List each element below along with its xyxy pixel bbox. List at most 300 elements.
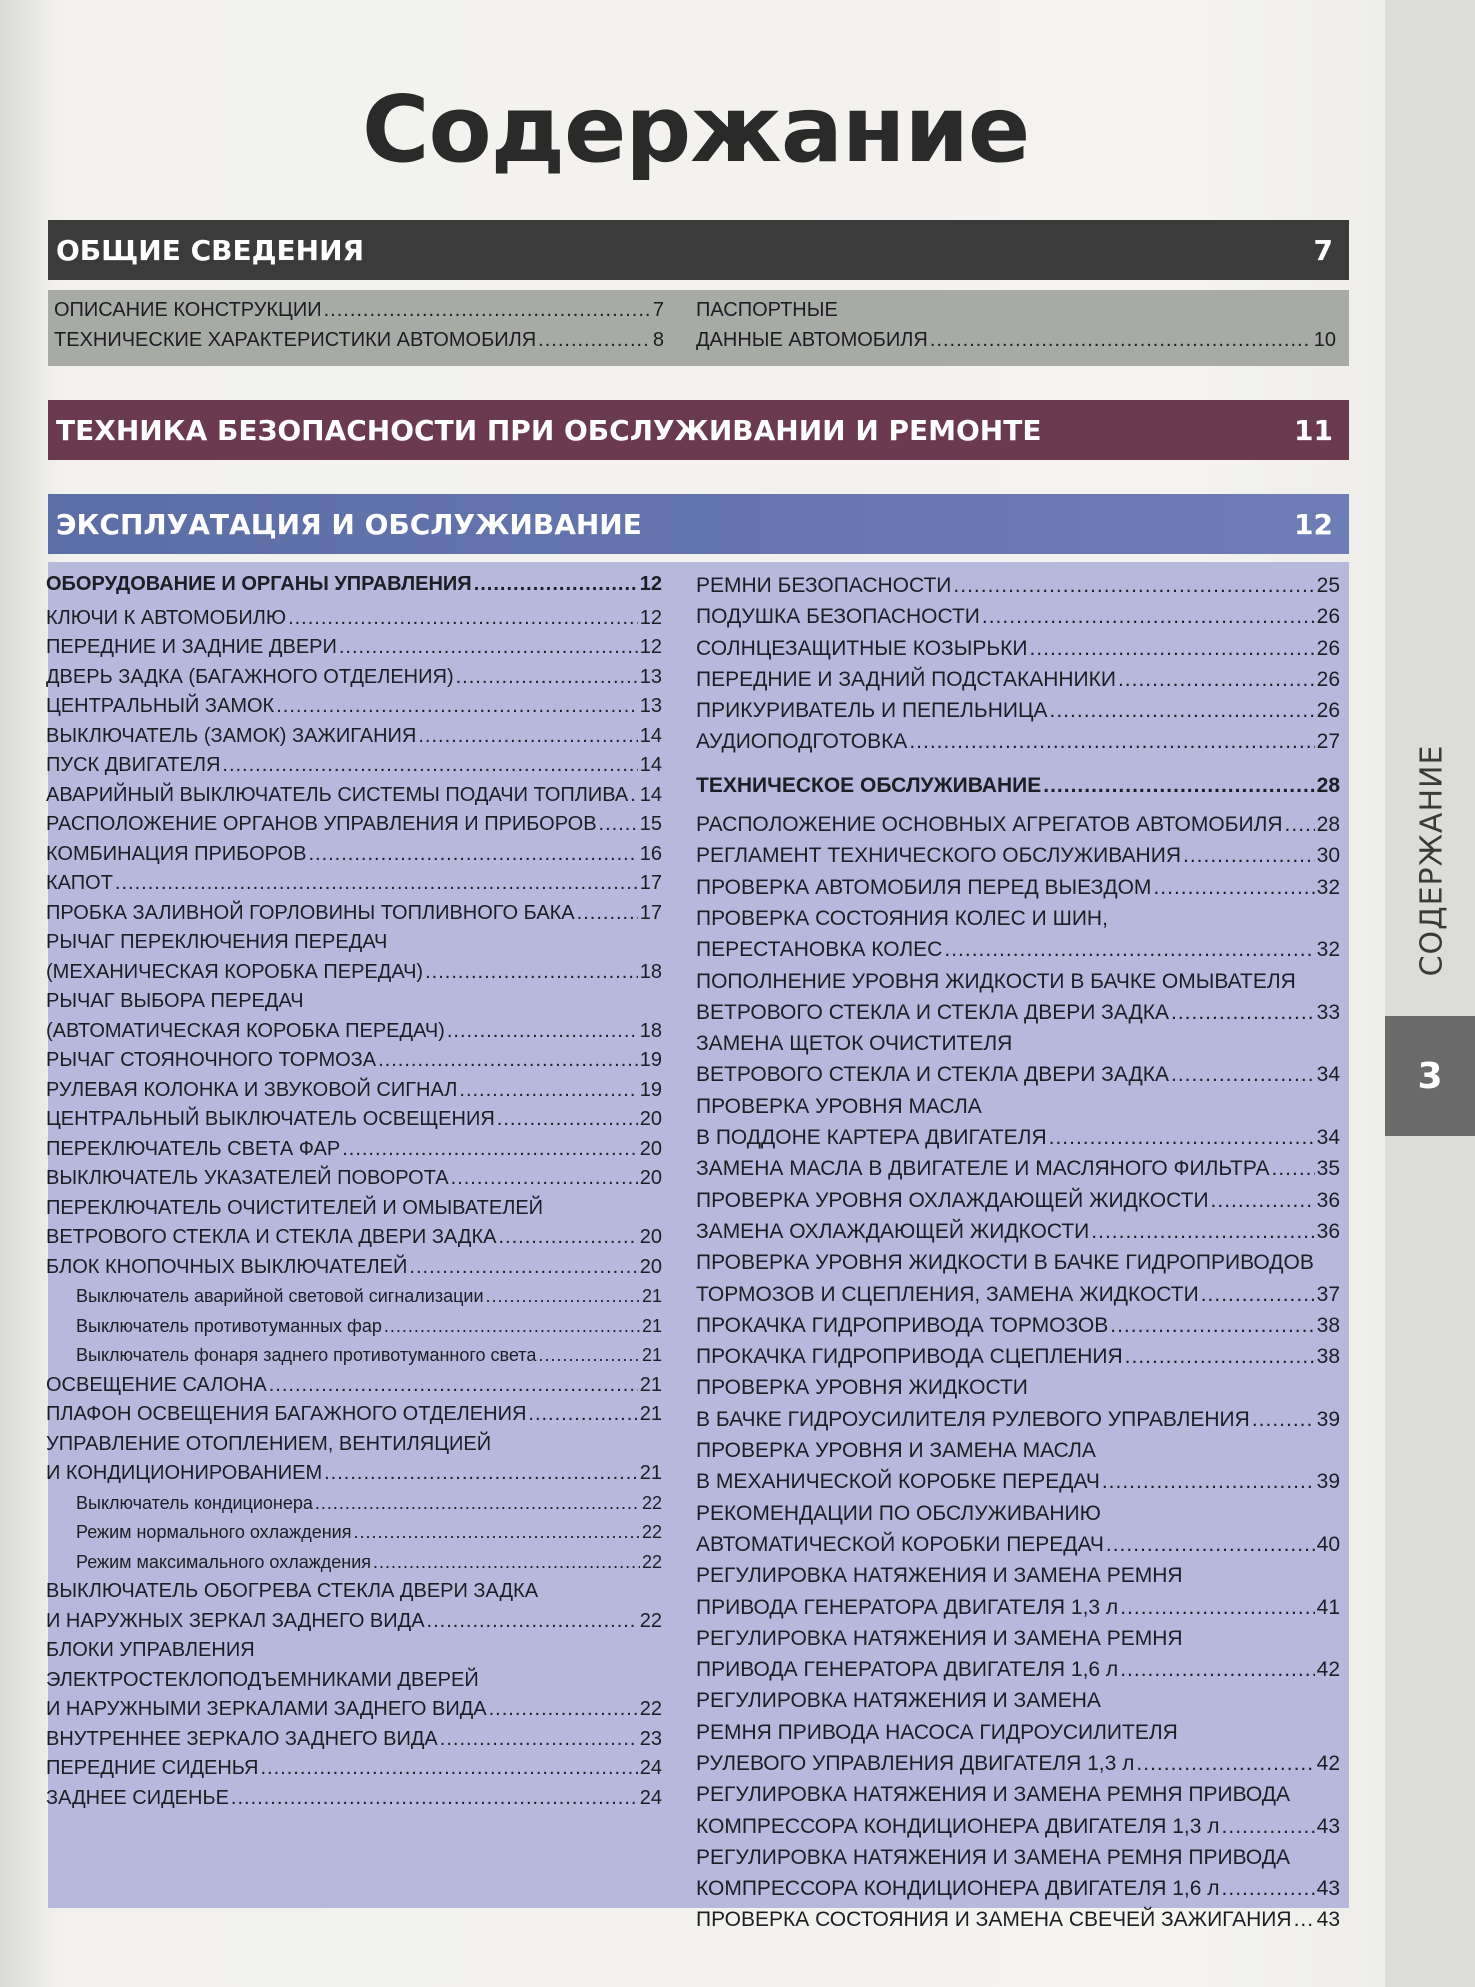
toc-entry-row	[46, 1105, 662, 1135]
toc-entry-text: ПРОВЕРКА УРОВНЯ ЖИДКОСТИ	[696, 1376, 1028, 1400]
toc-entry-page: 10	[1313, 328, 1336, 351]
toc-entry-text: ВЫКЛЮЧАТЕЛЬ ОБОГРЕВА СТЕКЛА ДВЕРИ ЗАДКА	[46, 1580, 539, 1602]
dot-leader	[1049, 1122, 1315, 1153]
toc-entry[interactable]	[696, 1310, 1340, 1341]
toc-entry-row	[46, 722, 662, 752]
toc-entry[interactable]	[46, 1135, 662, 1165]
page-edge-strip	[1385, 0, 1475, 1987]
toc-entry[interactable]	[46, 1636, 662, 1725]
toc-entry[interactable]	[46, 663, 662, 693]
dot-leader	[276, 692, 638, 722]
toc-entry[interactable]	[696, 1091, 1340, 1154]
toc-entry-page: 32	[1316, 938, 1340, 962]
dot-leader	[342, 1135, 638, 1165]
toc-entry-text: ПРИВОДА ГЕНЕРАТОРА ДВИГАТЕЛЯ 1,3 л	[696, 1595, 1119, 1619]
dot-leader	[231, 1784, 638, 1814]
toc-entry[interactable]	[696, 633, 1340, 664]
dot-leader	[378, 1046, 638, 1076]
toc-entry-text: Выключатель аварийной световой сигнализации	[76, 1286, 484, 1306]
toc-entry-page: 22	[639, 1609, 662, 1632]
toc-entry-text: ПРОВЕРКА УРОВНЯ ОХЛАЖДАЮЩЕЙ ЖИДКОСТИ	[696, 1188, 1209, 1212]
toc-entry-text: ТЕХНИЧЕСКИЕ ХАРАКТЕРИСТИКИ АВТОМОБИЛЯ	[54, 328, 537, 351]
dot-leader	[222, 751, 637, 781]
toc-entry-page: 26	[1316, 636, 1340, 660]
toc-entry[interactable]	[46, 1548, 662, 1578]
toc-entry-text: ЗАМЕНА ОХЛАЖДАЮЩЕЙ ЖИДКОСТИ	[696, 1219, 1090, 1243]
toc-entry-page: 34	[1316, 1063, 1340, 1087]
toc-entry[interactable]	[46, 1164, 662, 1194]
toc-entry-text: В МЕХАНИЧЕСКОЙ КОРОБКЕ ПЕРЕДАЧ	[696, 1470, 1100, 1494]
toc-entry-text: ПРОКАЧКА ГИДРОПРИВОДА СЦЕПЛЕНИЯ	[696, 1345, 1123, 1369]
toc-entry-row	[696, 1279, 1340, 1310]
toc-entry[interactable]	[46, 928, 662, 987]
toc-entry-row	[46, 1135, 662, 1165]
toc-entry-row	[46, 633, 662, 663]
toc-entry[interactable]	[46, 987, 662, 1046]
toc-entry-row	[46, 570, 662, 600]
toc-entry-text: АУДИОПОДГОТОВКА	[696, 730, 908, 754]
toc-entry-page: 21	[641, 1315, 662, 1336]
toc-entry[interactable]	[46, 1430, 662, 1489]
toc-entry-text: РЕМНЯ ПРИВОДА НАСОСА ГИДРОУСИЛИТЕЛЯ	[696, 1720, 1178, 1744]
dot-leader	[425, 958, 638, 988]
toc-entry-text: ЦЕНТРАЛЬНЫЙ ВЫКЛЮЧАТЕЛЬ ОСВЕЩЕНИЯ	[46, 1108, 495, 1130]
dot-leader	[1050, 695, 1315, 726]
dot-leader	[489, 1695, 638, 1725]
dot-leader	[1120, 1592, 1314, 1623]
toc-entry-text: БЛОК КНОПОЧНЫХ ВЫКЛЮЧАТЕЛЕЙ	[46, 1255, 408, 1278]
dot-leader	[577, 899, 638, 929]
toc-entry-page: 28	[1316, 773, 1340, 797]
toc-entry[interactable]	[46, 1194, 662, 1253]
dot-leader	[1091, 1216, 1314, 1247]
toc-entry-page: 24	[639, 1757, 662, 1779]
toc-entry[interactable]	[696, 1372, 1340, 1435]
toc-entry-page: 37	[1316, 1282, 1340, 1306]
toc-entry-row	[76, 1282, 662, 1312]
toc-entry-text: ТЕХНИЧЕСКОЕ ОБСЛУЖИВАНИЕ	[696, 773, 1042, 797]
toc-entry-page: 36	[1316, 1188, 1340, 1212]
dot-leader	[315, 1489, 640, 1519]
toc-entry[interactable]	[696, 872, 1340, 903]
section-header-operation[interactable]	[48, 494, 1349, 554]
toc-entry-text: РАСПОЛОЖЕНИЕ ОРГАНОВ УПРАВЛЕНИЯ И ПРИБОРОВ	[46, 813, 597, 835]
toc-entry-text: И НАРУЖНЫХ ЗЕРКАЛ ЗАДНЕГО ВИДА	[46, 1609, 425, 1632]
toc-entry-page: 36	[1316, 1219, 1340, 1243]
toc-entry-row	[46, 751, 662, 781]
toc-entry-page: 22	[641, 1551, 662, 1572]
dot-leader	[418, 722, 637, 752]
toc-entry[interactable]	[54, 296, 664, 326]
page-title: Содержание	[362, 76, 1030, 183]
toc-entry[interactable]	[696, 695, 1340, 726]
toc-entry-page: 19	[639, 1049, 662, 1071]
toc-entry-text: ТОРМОЗОВ И СЦЕПЛЕНИЯ, ЗАМЕНА ЖИДКОСТИ	[696, 1282, 1199, 1306]
dot-leader	[953, 570, 1314, 601]
toc-entry[interactable]	[46, 1371, 662, 1401]
toc-entry-row	[46, 840, 662, 870]
toc-entry-page: 22	[641, 1492, 662, 1513]
toc-entry-row	[46, 781, 662, 811]
toc-entry-page: 20	[639, 1137, 662, 1160]
toc-entry[interactable]	[696, 1435, 1340, 1498]
dot-leader	[1252, 1404, 1315, 1435]
toc-entry-text: ВЫКЛЮЧАТЕЛЬ УКАЗАТЕЛЕЙ ПОВОРОТА	[46, 1167, 449, 1189]
toc-entry-page: 43	[1316, 1877, 1340, 1901]
dot-leader	[447, 1017, 638, 1047]
toc-entry-page: 43	[1316, 1814, 1340, 1838]
dot-leader	[982, 601, 1315, 632]
dot-leader	[324, 296, 651, 326]
toc-entry[interactable]	[46, 1312, 662, 1342]
toc-entry-page: 12	[639, 573, 662, 595]
dot-leader	[1211, 1185, 1315, 1216]
toc-column-left	[46, 570, 662, 1813]
toc-entry-row	[696, 1466, 1340, 1497]
toc-entry-text: ВЕТРОВОГО СТЕКЛА И СТЕКЛА ДВЕРИ ЗАДКА	[696, 1063, 1169, 1087]
dot-leader	[1136, 1748, 1314, 1779]
toc-entry-text: ОБОРУДОВАНИЕ И ОРГАНЫ УПРАВЛЕНИЯ	[46, 573, 472, 595]
toc-entry[interactable]	[696, 1560, 1340, 1623]
toc-entry-row	[696, 1529, 1340, 1560]
toc-entry-row	[46, 1223, 662, 1253]
dot-leader	[630, 781, 637, 811]
dot-leader	[1222, 1811, 1315, 1842]
toc-entry[interactable]	[46, 1341, 662, 1371]
toc-entry-row	[696, 1748, 1340, 1779]
toc-entry-row	[46, 1400, 662, 1430]
toc-entry-row	[76, 1548, 662, 1578]
toc-entry-row	[696, 809, 1340, 840]
toc-entry-text: РЕГУЛИРОВКА НАТЯЖЕНИЯ И ЗАМЕНА РЕМНЯ	[696, 1626, 1183, 1650]
toc-entry[interactable]	[46, 1253, 662, 1283]
toc-entry[interactable]	[696, 1341, 1340, 1372]
toc-entry-row	[76, 1489, 662, 1519]
toc-entry-text: ПУСК ДВИГАТЕЛЯ	[46, 754, 221, 776]
toc-entry-row	[696, 633, 1340, 664]
toc-entry-page: 25	[1316, 574, 1340, 597]
toc-entry-row	[46, 1754, 662, 1784]
toc-entry[interactable]	[46, 1400, 662, 1430]
dot-leader	[1153, 872, 1314, 903]
toc-entry-text: И НАРУЖНЫМИ ЗЕРКАЛАМИ ЗАДНЕГО ВИДА	[46, 1698, 487, 1720]
toc-entry-text: РЕГУЛИРОВКА НАТЯЖЕНИЯ И ЗАМЕНА	[696, 1689, 1101, 1713]
toc-entry[interactable]	[46, 1577, 662, 1636]
toc-entry-text: ПРОВЕРКА СОСТОЯНИЯ КОЛЕС И ШИН,	[696, 906, 1108, 930]
toc-entry[interactable]	[696, 966, 1340, 1029]
toc-entry-page: 14	[639, 783, 662, 806]
dot-leader	[384, 1312, 640, 1342]
dot-leader	[1171, 1059, 1315, 1090]
toc-entry-row	[46, 1076, 662, 1106]
dot-leader	[1271, 1153, 1314, 1184]
toc-entry[interactable]	[696, 664, 1340, 695]
toc-column-left	[54, 296, 664, 355]
toc-entry-page: 38	[1316, 1313, 1340, 1337]
toc-entry-page: 30	[1316, 844, 1340, 868]
toc-entry-page: 15	[639, 813, 662, 835]
toc-entry-page: 35	[1316, 1157, 1340, 1181]
toc-entry[interactable]	[696, 809, 1340, 840]
dot-leader	[1110, 1310, 1314, 1341]
page-number-tab	[1385, 1016, 1475, 1136]
toc-entry[interactable]	[696, 840, 1340, 871]
toc-entry[interactable]	[696, 570, 1340, 601]
toc-entry[interactable]	[696, 1185, 1340, 1216]
dot-leader	[1102, 1466, 1315, 1497]
toc-entry-page: 22	[641, 1522, 662, 1542]
toc-entry-text: БЛОКИ УПРАВЛЕНИЯ	[46, 1639, 255, 1661]
toc-entry-text: Выключатель противотуманных фар	[76, 1315, 382, 1336]
toc-entry-text: АВАРИЙНЫЙ ВЫКЛЮЧАТЕЛЬ СИСТЕМЫ ПОДАЧИ ТОПЛИВА	[46, 783, 629, 806]
toc-entry-text: РЕГУЛИРОВКА НАТЯЖЕНИЯ И ЗАМЕНА РЕМНЯ	[696, 1564, 1183, 1588]
toc-entry[interactable]	[46, 899, 662, 929]
toc-entry-text: РЫЧАГ ВЫБОРА ПЕРЕДАЧ	[46, 990, 304, 1012]
toc-entry[interactable]	[696, 770, 1340, 801]
section-header-general[interactable]	[48, 220, 1349, 280]
dot-leader	[440, 1725, 638, 1755]
toc-entry-row	[696, 1811, 1340, 1842]
toc-entry[interactable]	[46, 722, 662, 752]
toc-entry-page: 14	[639, 754, 662, 776]
toc-entry-row	[46, 692, 662, 722]
toc-entry[interactable]	[696, 601, 1340, 632]
toc-entry-page: 42	[1316, 1658, 1340, 1682]
toc-entry[interactable]	[46, 1076, 662, 1106]
toc-entry-page: 23	[639, 1727, 662, 1750]
toc-entry-page: 24	[639, 1786, 662, 1809]
toc-entry[interactable]	[46, 1282, 662, 1312]
toc-entry-row	[696, 1310, 1340, 1341]
toc-entry[interactable]	[46, 751, 662, 781]
toc-entry-page: 21	[639, 1373, 662, 1396]
toc-entry-text: РАСПОЛОЖЕНИЕ ОСНОВНЫХ АГРЕГАТОВ АВТОМОБИЛЯ	[696, 813, 1283, 837]
toc-entry-page: 26	[1316, 605, 1340, 629]
toc-entry[interactable]	[46, 1489, 662, 1519]
toc-entry[interactable]	[696, 726, 1340, 757]
section-page: 7	[1313, 233, 1333, 267]
toc-entry-text: (АВТОМАТИЧЕСКАЯ КОРОБКА ПЕРЕДАЧ)	[46, 1019, 445, 1042]
toc-entry-row	[696, 997, 1340, 1028]
toc-entry[interactable]	[46, 840, 662, 870]
toc-entry-text: ПЕРЕДНИЕ И ЗАДНИЙ ПОДСТАКАННИКИ	[696, 667, 1116, 691]
dot-leader	[1120, 1654, 1314, 1685]
dot-leader	[308, 840, 637, 870]
toc-entry-text: Режим нормального охлаждения	[76, 1522, 352, 1542]
toc-entry-page: 28	[1316, 813, 1340, 837]
toc-entry-text: Режим максимального охлаждения	[76, 1551, 372, 1572]
toc-entry-text: Выключатель фонаря заднего противотуманного света	[76, 1345, 537, 1365]
toc-entry-text: ПАСПОРТНЫЕ	[696, 299, 838, 321]
toc-entry[interactable]	[46, 633, 662, 663]
toc-entry[interactable]	[54, 326, 664, 356]
toc-entry-text: КОМПРЕССОРА КОНДИЦИОНЕРА ДВИГАТЕЛЯ 1,3 л	[696, 1814, 1220, 1838]
toc-entry-text: В БАЧКЕ ГИДРОУСИЛИТЕЛЯ РУЛЕВОГО УПРАВЛЕНИЯ	[696, 1407, 1250, 1431]
toc-entry-row	[46, 1164, 662, 1194]
dot-leader	[1222, 1873, 1315, 1904]
section-title: ЭКСПЛУАТАЦИЯ И ОБСЛУЖИВАНИЕ	[56, 507, 642, 541]
toc-entry-text: УПРАВЛЕНИЕ ОТОПЛЕНИЕМ, ВЕНТИЛЯЦИЕЙ	[46, 1432, 492, 1455]
toc-entry[interactable]	[696, 1498, 1340, 1561]
toc-entry-row	[46, 1725, 662, 1755]
toc-entry[interactable]	[46, 604, 662, 634]
toc-entry-text: ДВЕРЬ ЗАДКА (БАГАЖНОГО ОТДЕЛЕНИЯ)	[46, 665, 454, 688]
toc-entry-page: 43	[1316, 1908, 1340, 1932]
dot-leader	[538, 1341, 640, 1371]
toc-entry-page: 20	[639, 1108, 662, 1130]
dot-leader	[1125, 1341, 1315, 1372]
toc-entry-text: ЭЛЕКТРОСТЕКЛОПОДЪЕМНИКАМИ ДВЕРЕЙ	[46, 1668, 479, 1691]
toc-entry-text: ПРОВЕРКА УРОВНЯ ЖИДКОСТИ В БАЧКЕ ГИДРОПРИВОДОВ	[696, 1251, 1314, 1275]
toc-entry-row	[696, 1122, 1340, 1153]
toc-entry-row	[46, 810, 662, 840]
toc-entry[interactable]	[46, 1784, 662, 1814]
toc-entry[interactable]	[46, 570, 662, 600]
toc-entry-row	[46, 1784, 662, 1814]
toc-entry[interactable]	[696, 1904, 1340, 1935]
toc-entry-text: Выключатель кондиционера	[76, 1492, 313, 1513]
toc-entry[interactable]	[46, 1725, 662, 1755]
dot-leader	[1043, 770, 1314, 801]
toc-entry-row	[76, 1518, 662, 1548]
dot-leader	[1171, 997, 1315, 1028]
toc-entry-text: ПЕРЕДНИЕ СИДЕНЬЯ	[46, 1757, 259, 1779]
toc-entry-row	[46, 869, 662, 899]
toc-entry-text: РУЛЕВАЯ КОЛОНКА И ЗВУКОВОЙ СИГНАЛ	[46, 1078, 458, 1101]
toc-entry[interactable]	[696, 1247, 1340, 1310]
toc-entry[interactable]	[46, 869, 662, 899]
toc-entry[interactable]	[46, 692, 662, 722]
dot-leader	[538, 326, 651, 356]
dot-leader	[451, 1164, 638, 1194]
toc-entry-text: КАПОТ	[46, 872, 113, 894]
toc-entry-text: КОМПРЕССОРА КОНДИЦИОНЕРА ДВИГАТЕЛЯ 1,6 л	[696, 1877, 1220, 1901]
toc-entry-page: 13	[639, 695, 662, 717]
toc-entry-text: ПЕРЕКЛЮЧАТЕЛЬ СВЕТА ФАР	[46, 1137, 341, 1160]
toc-entry-page: 17	[639, 901, 662, 924]
toc-entry-text: ПОПОЛНЕНИЕ УРОВНЯ ЖИДКОСТИ В БАЧКЕ ОМЫВАТЕЛЯ	[696, 969, 1296, 993]
toc-entry-row	[46, 1017, 662, 1047]
dot-leader	[498, 1223, 637, 1253]
toc-entry-text: И КОНДИЦИОНИРОВАНИЕМ	[46, 1462, 323, 1484]
dot-leader	[1118, 664, 1315, 695]
section-header-safety[interactable]	[48, 400, 1349, 460]
toc-entry-text: ПЛАФОН ОСВЕЩЕНИЯ БАГАЖНОГО ОТДЕЛЕНИЯ	[46, 1403, 527, 1425]
toc-entry-text: АВТОМАТИЧЕСКОЙ КОРОБКИ ПЕРЕДАЧ	[696, 1532, 1104, 1556]
toc-entry[interactable]	[46, 1105, 662, 1135]
section-title: ТЕХНИКА БЕЗОПАСНОСТИ ПРИ ОБСЛУЖИВАНИИ И РЕМОНТЕ	[56, 413, 1042, 447]
toc-entry-text: ПРИВОДА ГЕНЕРАТОРА ДВИГАТЕЛЯ 1,6 л	[696, 1658, 1119, 1682]
toc-entry-text: ПРОКАЧКА ГИДРОПРИВОДА ТОРМОЗОВ	[696, 1313, 1109, 1337]
toc-entry-text: РЕГЛАМЕНТ ТЕХНИЧЕСКОГО ОБСЛУЖИВАНИЯ	[696, 844, 1181, 868]
toc-entry-page: 20	[639, 1226, 662, 1248]
toc-entry-text: ПЕРЕСТАНОВКА КОЛЕС	[696, 938, 943, 962]
toc-entry-page: 19	[639, 1078, 662, 1101]
dot-leader	[1106, 1529, 1315, 1560]
toc-entry[interactable]	[46, 1046, 662, 1076]
toc-entry-text: КЛЮЧИ К АВТОМОБИЛЮ	[46, 606, 287, 629]
toc-entry[interactable]	[46, 781, 662, 811]
toc-entry[interactable]	[46, 1518, 662, 1548]
toc-entry[interactable]	[696, 1685, 1340, 1779]
toc-entry-page: 18	[639, 1019, 662, 1042]
toc-entry-text: РЕГУЛИРОВКА НАТЯЖЕНИЯ И ЗАМЕНА РЕМНЯ ПРИВОДА	[696, 1783, 1290, 1807]
toc-entry[interactable]	[696, 1623, 1340, 1686]
toc-entry-row	[696, 570, 1340, 601]
toc-entry-text: ВНУТРЕННЕЕ ЗЕРКАЛО ЗАДНЕГО ВИДА	[46, 1727, 438, 1750]
toc-entry-page: 21	[641, 1345, 662, 1365]
toc-entry-row	[46, 1371, 662, 1401]
toc-entry-row	[46, 1695, 662, 1725]
dot-leader	[1294, 1904, 1315, 1935]
dot-leader	[409, 1253, 637, 1283]
toc-entry-page: 17	[639, 872, 662, 894]
toc-entry-row	[46, 899, 662, 929]
toc-entry-page: 26	[1316, 667, 1340, 691]
toc-entry[interactable]	[696, 296, 1336, 355]
toc-entry-text: (МЕХАНИЧЕСКАЯ КОРОБКА ПЕРЕДАЧ)	[46, 960, 424, 983]
page-number: 3	[1417, 1055, 1443, 1097]
toc-entry-page: 12	[639, 606, 662, 629]
toc-entry-page: 22	[639, 1698, 662, 1720]
toc-entry-text: ЦЕНТРАЛЬНЫЙ ЗАМОК	[46, 695, 275, 717]
toc-entry-text: РЫЧАГ ПЕРЕКЛЮЧЕНИЯ ПЕРЕДАЧ	[46, 931, 388, 953]
toc-entry[interactable]	[696, 1028, 1340, 1091]
toc-entry[interactable]	[696, 1216, 1340, 1247]
toc-entry-text: ОСВЕЩЕНИЕ САЛОНА	[46, 1373, 267, 1396]
toc-entry-row	[696, 1153, 1340, 1184]
toc-entry-text: РЕКОМЕНДАЦИИ ПО ОБСЛУЖИВАНИЮ	[696, 1501, 1101, 1525]
dot-leader	[456, 663, 638, 693]
dot-leader	[486, 1282, 640, 1312]
toc-entry[interactable]	[46, 810, 662, 840]
toc-entry-row	[696, 770, 1340, 801]
side-section-label	[1402, 740, 1462, 980]
toc-entry-text: РЕГУЛИРОВКА НАТЯЖЕНИЯ И ЗАМЕНА РЕМНЯ ПРИВОДА	[696, 1845, 1290, 1869]
toc-entry-page: 32	[1316, 875, 1340, 899]
toc-entry-page: 7	[652, 299, 664, 321]
toc-entry-page: 21	[639, 1403, 662, 1425]
toc-entry-row	[696, 1185, 1340, 1216]
toc-entry-row	[696, 840, 1340, 871]
toc-entry-row	[54, 296, 664, 326]
toc-entry-text: РУЛЕВОГО УПРАВЛЕНИЯ ДВИГАТЕЛЯ 1,3 л	[696, 1751, 1135, 1775]
toc-entry-text: ВЫКЛЮЧАТЕЛЬ (ЗАМОК) ЗАЖИГАНИЯ	[46, 724, 417, 747]
toc-entry-page: 14	[639, 724, 662, 747]
toc-entry-row	[696, 1873, 1340, 1904]
toc-entry[interactable]	[696, 1842, 1340, 1905]
toc-entry-page: 13	[639, 665, 662, 688]
toc-entry[interactable]	[696, 1153, 1340, 1184]
toc-entry[interactable]	[696, 1779, 1340, 1842]
dot-leader	[339, 633, 638, 663]
toc-entry-row	[76, 1312, 662, 1342]
toc-column-right	[696, 570, 1340, 1936]
toc-entry-page: 8	[652, 328, 664, 351]
toc-entry-text: КОМБИНАЦИЯ ПРИБОРОВ	[46, 842, 307, 865]
toc-entry-row	[696, 872, 1340, 903]
toc-entry-page: 12	[639, 636, 662, 658]
toc-entry-row	[46, 1046, 662, 1076]
toc-entry-text: ОПИСАНИЕ КОНСТРУКЦИИ	[54, 299, 322, 321]
toc-entry-page: 16	[639, 842, 662, 865]
toc-entry[interactable]	[46, 1754, 662, 1784]
toc-entry-row	[696, 1592, 1340, 1623]
toc-entry[interactable]	[696, 903, 1340, 966]
toc-entry-row	[696, 1059, 1340, 1090]
toc-entry-page: 38	[1316, 1345, 1340, 1369]
dot-leader	[930, 326, 1312, 356]
